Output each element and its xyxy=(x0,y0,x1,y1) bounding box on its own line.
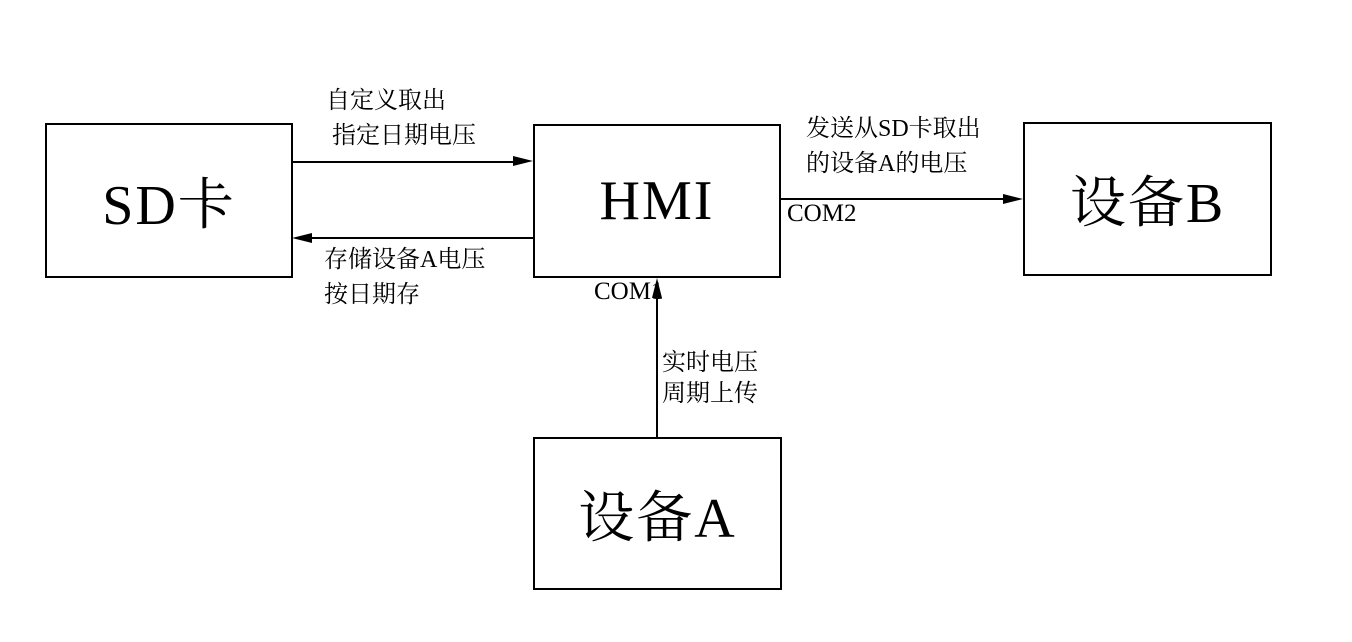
edge-label-device-a-to-hmi-line1: 实时电压 xyxy=(662,350,758,376)
edge-label-device-a-to-hmi xyxy=(662,348,758,410)
node-device-b xyxy=(1023,122,1272,276)
arrow-hmi-to-device-b-head-icon xyxy=(1003,194,1023,204)
port-label-com1: COM1 xyxy=(594,278,664,305)
arrow-device-a-to-hmi-line xyxy=(656,296,658,437)
node-device-a-label: 设备A xyxy=(578,487,737,550)
node-device-b-label: 设备B xyxy=(1069,173,1226,235)
edge-label-hmi-to-sd-line1: 存储设备A电压 xyxy=(324,247,486,273)
edge-label-hmi-to-sd xyxy=(324,243,485,313)
edge-label-device-a-to-hmi-line2: 周期上传 xyxy=(662,381,758,407)
port-label-com2: COM2 xyxy=(787,200,857,227)
edge-label-sd-to-hmi-line2: 指定日期电压 xyxy=(332,123,476,149)
arrow-sd-to-hmi-line xyxy=(293,161,515,163)
node-sd-card xyxy=(45,123,293,278)
edge-label-hmi-to-device-b xyxy=(806,112,981,182)
node-hmi-label: HMI xyxy=(599,170,715,232)
edge-label-hmi-to-device-b-line2: 的设备A的电压 xyxy=(806,151,968,177)
edge-label-sd-to-hmi-line1: 自定义取出 xyxy=(326,88,446,114)
edge-label-sd-to-hmi xyxy=(326,84,476,154)
edge-label-hmi-to-device-b-line1: 发送从SD卡取出 xyxy=(806,116,981,142)
edge-label-hmi-to-sd-line2: 按日期存 xyxy=(324,282,420,308)
node-sd-card-label: SD卡 xyxy=(102,174,236,237)
arrow-sd-to-hmi-head-icon xyxy=(513,156,533,166)
node-hmi xyxy=(533,124,781,278)
arrow-hmi-to-sd-line xyxy=(311,237,533,239)
node-device-a xyxy=(533,437,782,590)
arrow-hmi-to-sd-head-icon xyxy=(292,233,312,243)
